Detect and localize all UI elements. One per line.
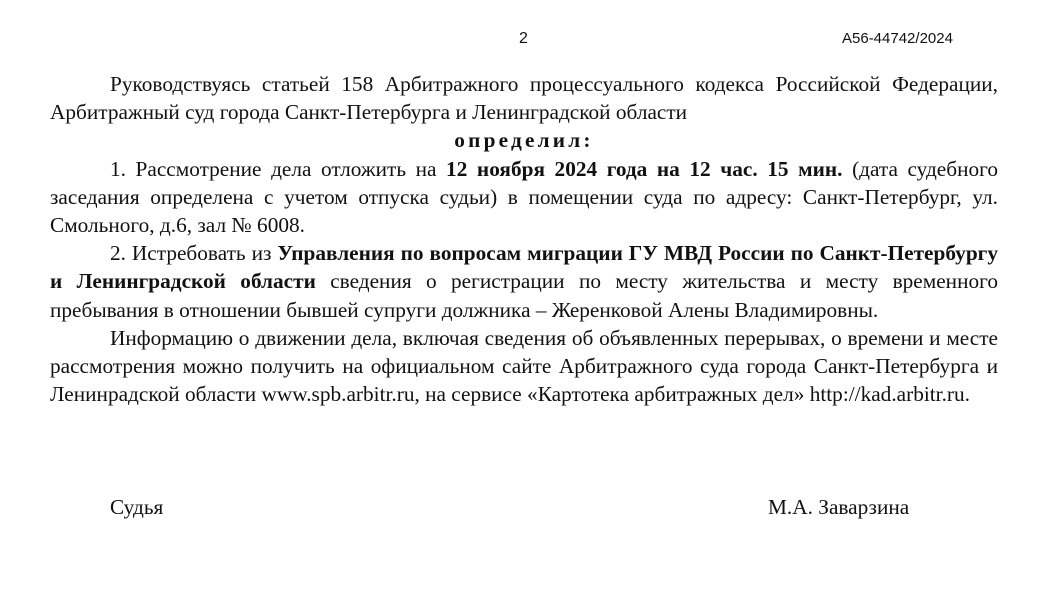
item-1-paragraph (50, 155, 998, 240)
info-paragraph: Информацию о движении дела, включая сведения об объявленных перерывах, о времени и месте рассмотрения можно получить на официальном сайте Арбитражного суда города Санкт-Петербурга и Ленинрадской области www.spb.arbitr.ru, на сервисе «Картотека арбитражных дел» http://kad.arbitr.ru. (50, 325, 998, 407)
document-body (50, 70, 998, 408)
item-1-lead: 1. Рассмотрение дела отложить на (110, 156, 447, 181)
item-2-rest: сведения о регистрации по месту жительства и месту временного пребывания в отношении бывшей супруги должника – Жеренковой Алены Владимировны. (50, 269, 998, 322)
item-1-rest: (дата судебного заседания определена с учетом отпуска судьи) в помещении суда по адресу: Санкт-Петербург, ул. Смольного, д.6, зал № 6008. (50, 156, 998, 238)
item-2-lead: 2. Истребовать из (110, 241, 278, 266)
page-number: 2 (519, 30, 528, 47)
hearing-date: 12 ноября 2024 года на 12 час. 15 мин. (446, 156, 843, 181)
judge-label: Судья (110, 495, 164, 519)
migration-agency: Управления по вопросам миграции ГУ МВД России по Санкт-Петербургу и Ленинградской области (50, 241, 998, 294)
ruling-heading: определил: (454, 128, 594, 153)
intro-paragraph: Руководствуясь статьей 158 Арбитражного процессуального кодекса Российской Федерации, Арбитражный суд города Санкт-Петербурга и Ленинградской области (50, 72, 998, 125)
judge-name: М.А. Заварзина (768, 495, 910, 519)
case-number: А56-44742/2024 (842, 30, 953, 47)
item-2-paragraph (50, 239, 998, 324)
